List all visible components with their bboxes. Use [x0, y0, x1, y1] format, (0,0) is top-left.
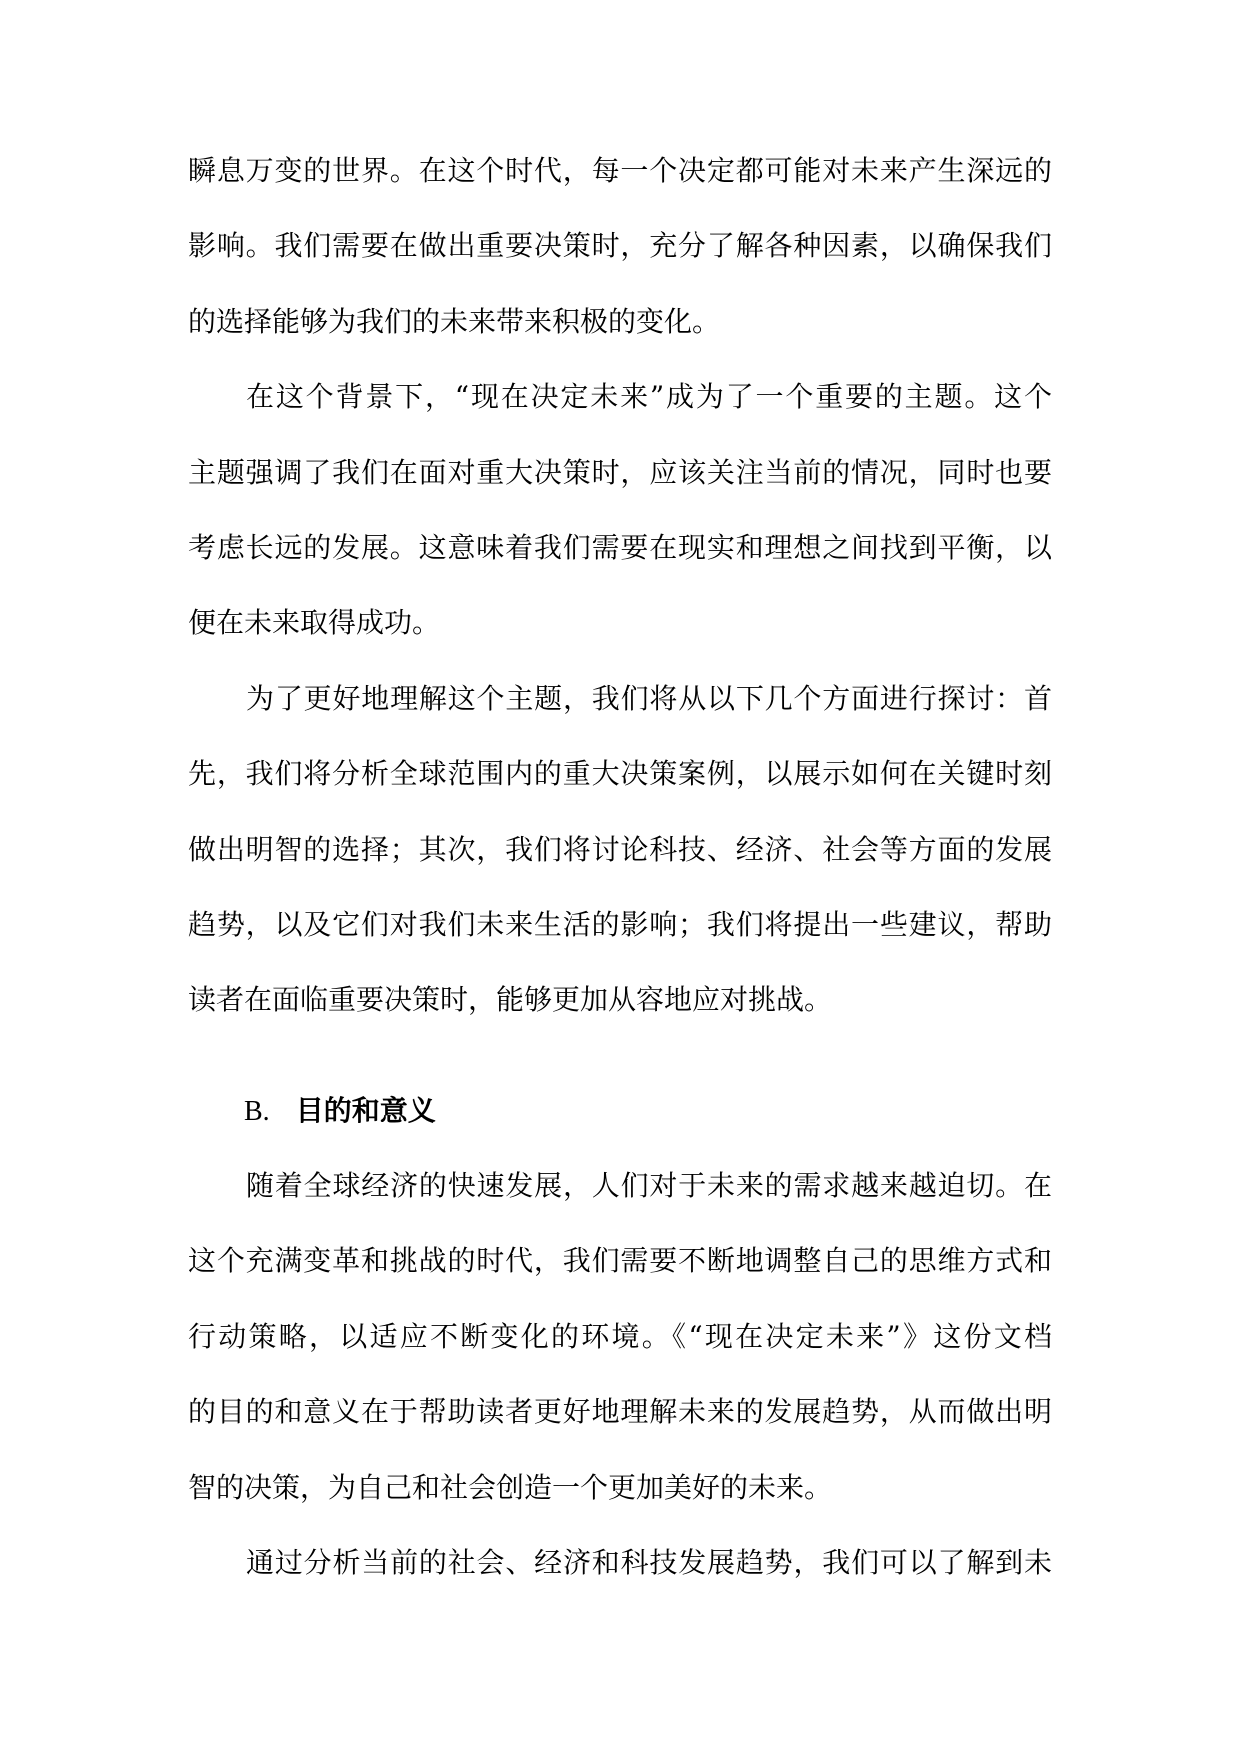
paragraph-line: 在这个背景下，“现在决定未来”成为了一个重要的主题。这个 — [246, 380, 1052, 413]
section-label: B. — [244, 1096, 270, 1127]
paragraph-line: 影响。我们需要在做出重要决策时，充分了解各种因素，以确保我们 — [188, 229, 1052, 262]
paragraph-line: 便在未来取得成功。 — [188, 606, 441, 639]
section-heading — [244, 1091, 436, 1131]
paragraph-line: 行动策略，以适应不断变化的环境。《“现在决定未来”》这份文档 — [188, 1320, 1052, 1353]
paragraph-line: 先，我们将分析全球范围内的重大决策案例，以展示如何在关键时刻 — [188, 757, 1052, 790]
paragraph-line: 这个充满变革和挑战的时代，我们需要不断地调整自己的思维方式和 — [188, 1244, 1052, 1277]
section-title: 目的和意义 — [295, 1094, 436, 1127]
paragraph-line: 做出明智的选择；其次，我们将讨论科技、经济、社会等方面的发展 — [188, 833, 1052, 866]
paragraph-line: 为了更好地理解这个主题，我们将从以下几个方面进行探讨：首 — [246, 682, 1052, 715]
paragraph-line: 趋势，以及它们对我们未来生活的影响；我们将提出一些建议，帮助 — [188, 908, 1052, 941]
paragraph-line: 随着全球经济的快速发展，人们对于未来的需求越来越迫切。在 — [246, 1169, 1052, 1202]
paragraph-line: 读者在面临重要决策时，能够更加从容地应对挑战。 — [188, 983, 833, 1016]
paragraph-line: 智的决策，为自己和社会创造一个更加美好的未来。 — [188, 1471, 833, 1504]
paragraph-line: 的选择能够为我们的未来带来积极的变化。 — [188, 305, 721, 338]
paragraph-line: 通过分析当前的社会、经济和科技发展趋势，我们可以了解到未 — [246, 1546, 1052, 1579]
paragraph-line: 考虑长远的发展。这意味着我们需要在现实和理想之间找到平衡，以 — [188, 531, 1052, 564]
paragraph-line: 的目的和意义在于帮助读者更好地理解未来的发展趋势，从而做出明 — [188, 1395, 1052, 1428]
paragraph-line: 瞬息万变的世界。在这个时代，每一个决定都可能对未来产生深远的 — [188, 154, 1052, 187]
paragraph-line: 主题强调了我们在面对重大决策时，应该关注当前的情况，同时也要 — [188, 456, 1052, 489]
